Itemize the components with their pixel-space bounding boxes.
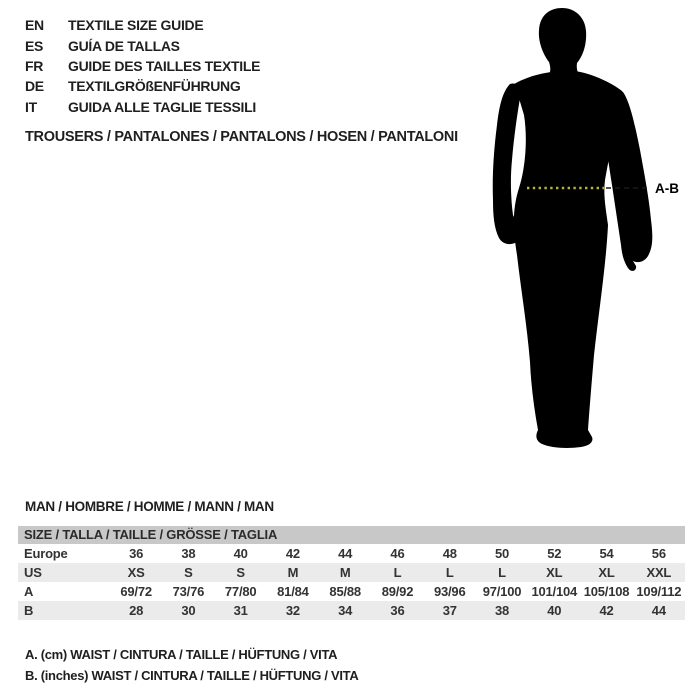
size-cell: 31 [233, 603, 248, 618]
size-cell: 109/112 [636, 584, 682, 599]
size-cell: 44 [651, 603, 666, 618]
size-cell: 38 [494, 603, 510, 618]
size-cell: 46 [390, 546, 405, 561]
language-code: IT [25, 98, 37, 115]
size-cell: XS [127, 565, 145, 580]
footnotes [25, 645, 358, 686]
row-label: A [24, 584, 34, 599]
language-line [25, 76, 260, 96]
size-cell: 85/88 [329, 584, 361, 599]
size-cell: XL [598, 565, 615, 580]
table-row [18, 544, 685, 563]
language-label: GUIDE DES TAILLES TEXTILE [68, 57, 261, 74]
language-label: GUÍA DE TALLAS [68, 37, 180, 54]
size-cell: 54 [599, 546, 614, 561]
size-cell: 44 [338, 546, 353, 561]
size-table [18, 526, 685, 620]
size-cell: 42 [599, 603, 614, 618]
size-cell: L [393, 565, 402, 580]
language-code: DE [25, 78, 44, 95]
size-cell: 97/100 [482, 584, 522, 599]
size-cell: 105/108 [583, 584, 630, 599]
size-cell: S [184, 565, 193, 580]
size-cell: 38 [181, 546, 196, 561]
size-cell: 30 [181, 603, 196, 618]
language-line [25, 97, 260, 117]
table-row [18, 563, 685, 582]
footnote-line: A. (cm) WAIST / CINTURA / TAILLE / HÜFTUNG / VITA [25, 647, 338, 662]
language-line [25, 35, 260, 55]
size-cell: XXL [646, 565, 672, 580]
size-cell: 89/92 [381, 584, 414, 599]
size-cell: 32 [285, 603, 300, 618]
size-cell: 37 [442, 603, 457, 618]
size-cell: 48 [442, 546, 457, 561]
size-table-body [18, 544, 685, 620]
row-label: Europe [24, 546, 68, 561]
size-cell: 69/72 [120, 584, 152, 599]
measure-label: A-B [655, 181, 679, 196]
size-cell: L [445, 565, 454, 580]
section-title: MAN / HOMBRE / HOMME / MANN / MAN [25, 499, 274, 514]
size-cell: 28 [129, 603, 144, 618]
row-label: B [24, 603, 34, 618]
language-code: EN [25, 17, 44, 34]
size-cell: 36 [390, 603, 405, 618]
size-cell: 36 [129, 546, 144, 561]
table-row [18, 582, 685, 601]
language-label: TEXTILE SIZE GUIDE [68, 17, 204, 34]
size-cell: 56 [651, 546, 666, 561]
language-line [25, 15, 260, 35]
size-cell: XL [546, 565, 563, 580]
size-cell: M [287, 565, 299, 580]
size-cell: M [339, 565, 351, 580]
language-line [25, 56, 260, 76]
size-cell: 101/104 [531, 584, 578, 599]
size-cell: 40 [233, 546, 248, 561]
language-code: ES [25, 37, 44, 54]
size-table-header: SIZE / TALLA / TAILLE / GRÖSSE / TAGLIA [18, 526, 685, 544]
size-cell: S [236, 565, 245, 580]
language-label: TEXTILGRÖßENFÜHRUNG [68, 78, 241, 95]
man-silhouette-figure [470, 0, 700, 470]
size-cell: 50 [494, 546, 510, 561]
size-cell: 52 [547, 546, 562, 561]
size-cell: 73/76 [172, 584, 205, 599]
language-label: GUIDA ALLE TAGLIE TESSILI [68, 98, 256, 115]
size-cell: 81/84 [277, 584, 309, 599]
footnote-line: B. (inches) WAIST / CINTURA / TAILLE / HÜFTUNG / VITA [25, 667, 359, 683]
size-cell: 42 [285, 546, 300, 561]
table-row [18, 601, 685, 620]
language-list [25, 15, 260, 117]
size-table-grid [18, 544, 685, 620]
row-label: US [24, 565, 42, 580]
size-cell: 77/80 [224, 584, 257, 599]
size-cell: 34 [338, 603, 353, 618]
size-cell: 40 [547, 603, 562, 618]
size-cell: 93/96 [433, 584, 466, 599]
language-code: FR [25, 57, 44, 74]
category-title: TROUSERS / PANTALONES / PANTALONS / HOSEN / PANTALONI [25, 129, 458, 145]
size-cell: L [498, 565, 506, 580]
